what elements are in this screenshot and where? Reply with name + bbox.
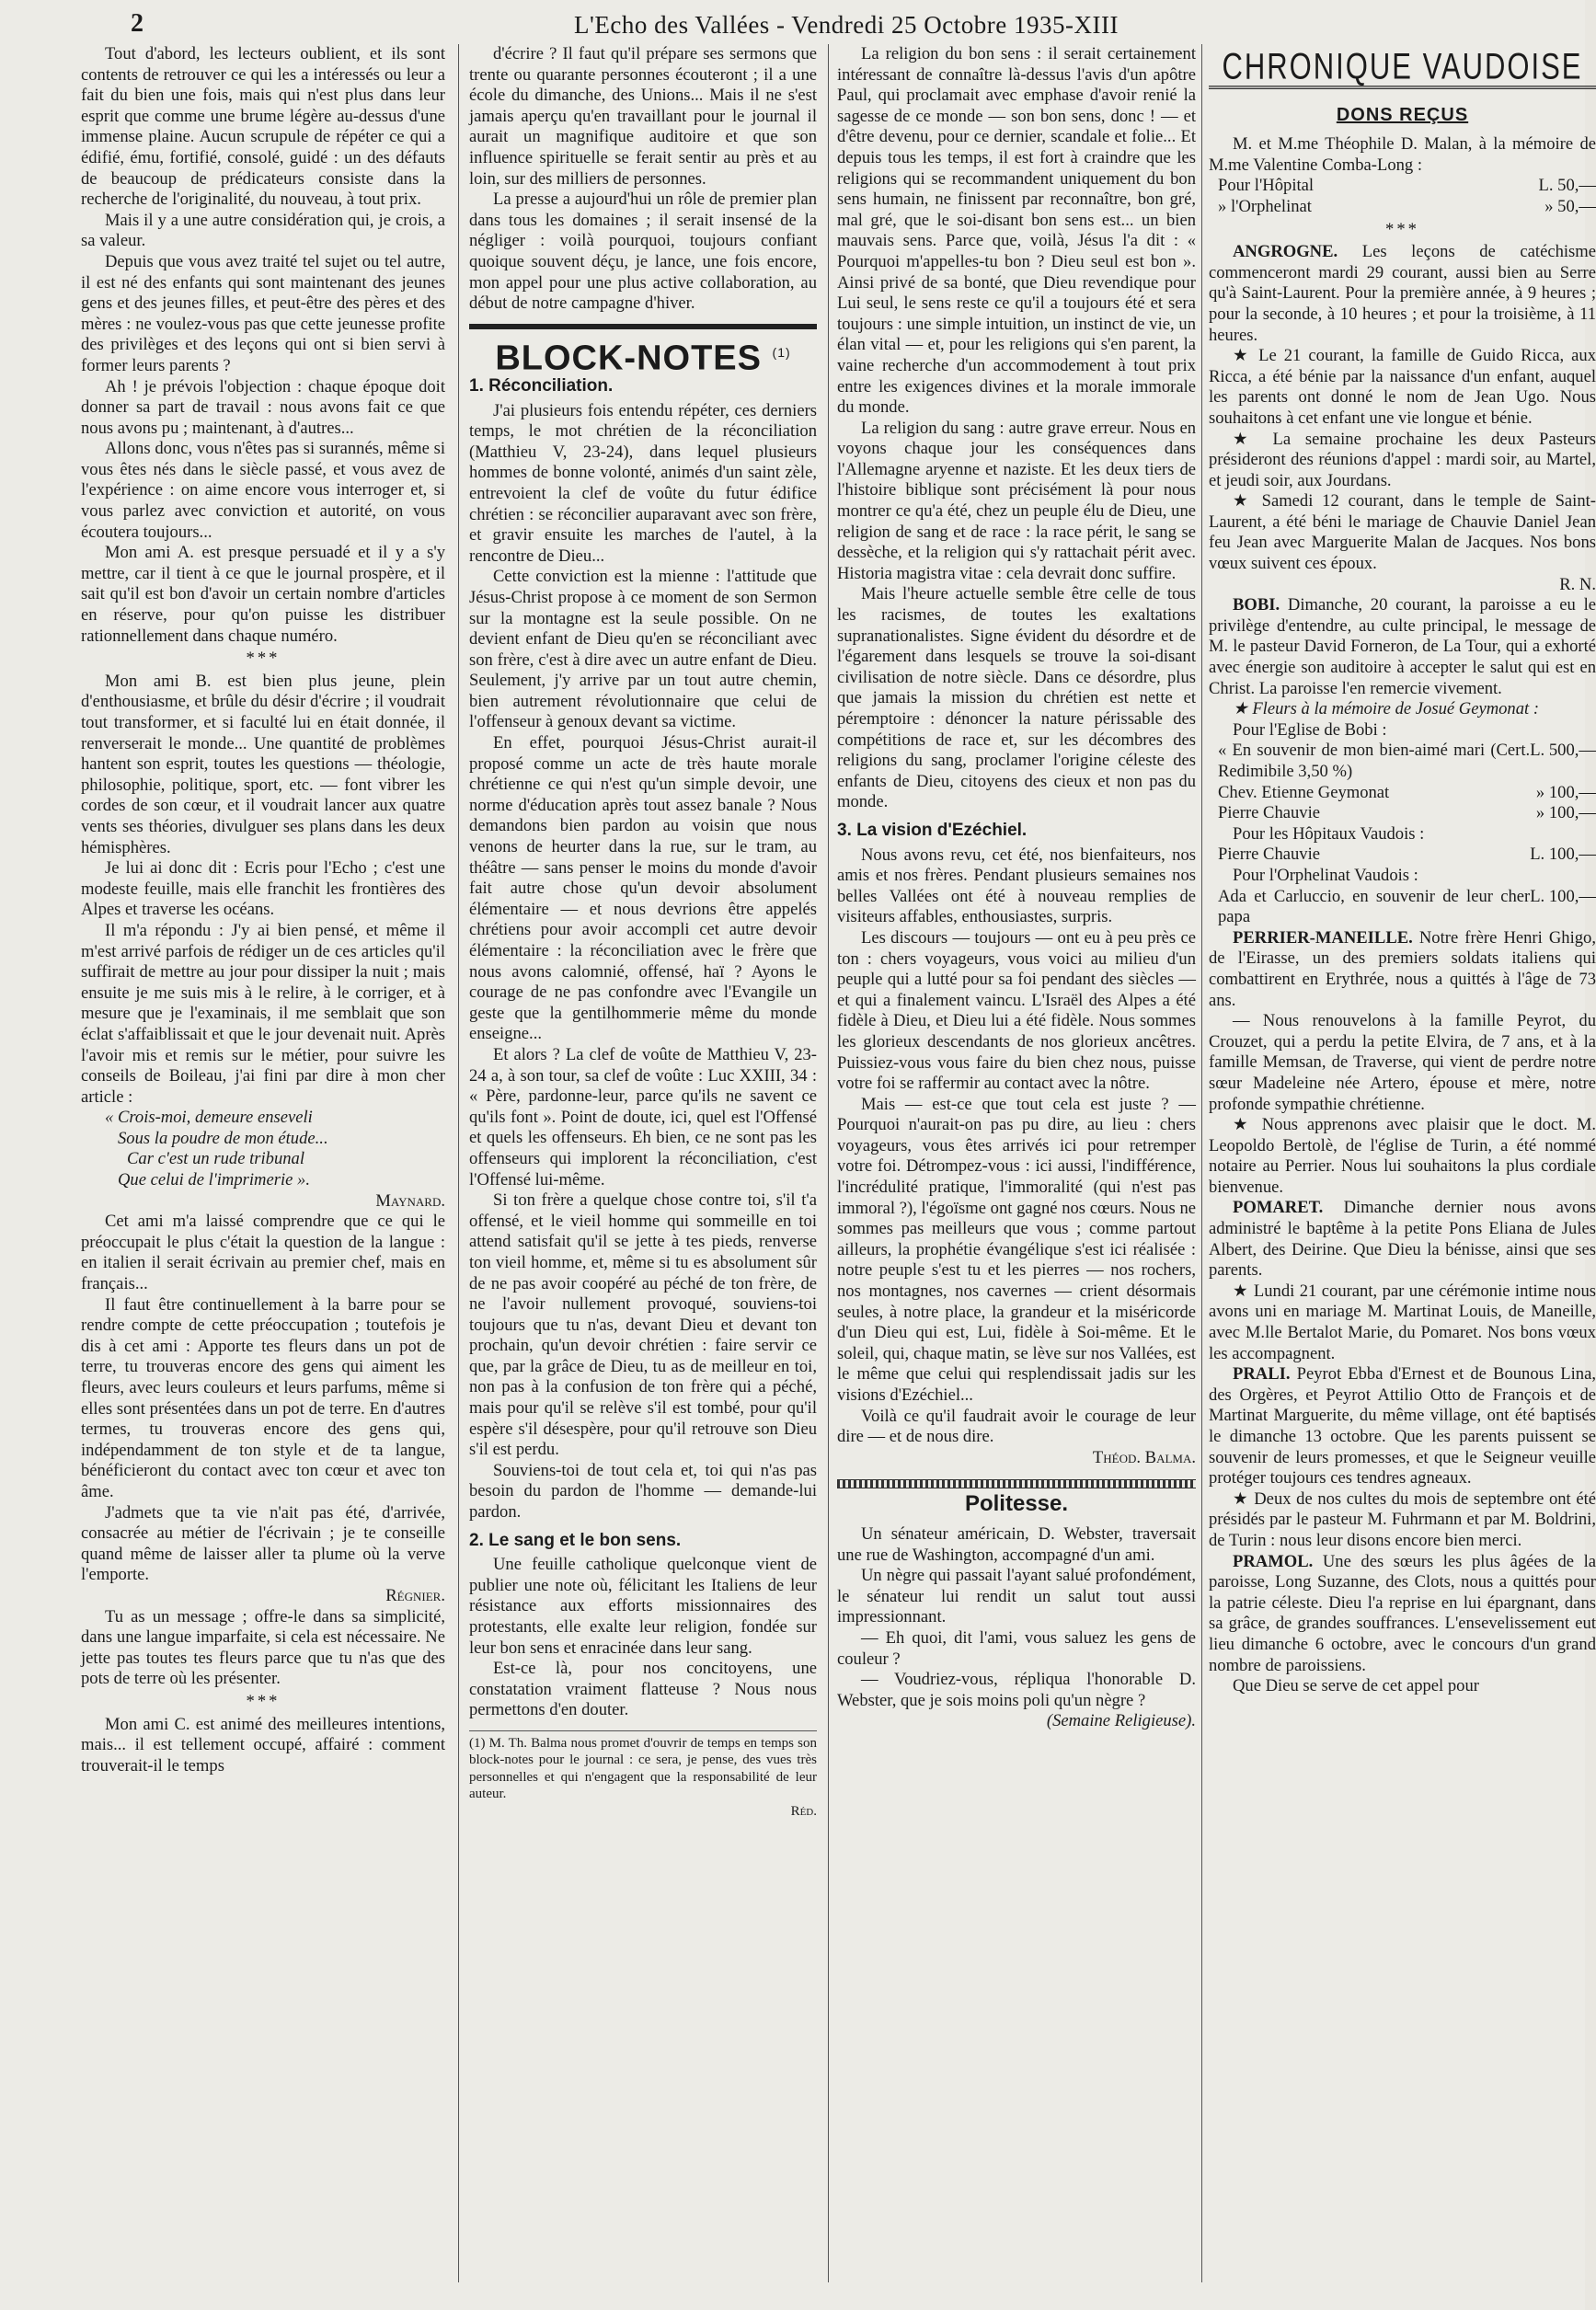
paragraph: Mais — est-ce que tout cela est juste ? — Pourquoi n'aurait-on pas pu dire, au lieu : chers voyageurs, vous êtes arrivés ici pour retremper votre foi. Détrompez-vous : ici aussi, l'indifférence, l'incrédulité pratique, l'immoralité (qui n'est pas immoral ?), l'égoïsme ont gagné nos cœurs. Nous ne sommes pas meilleurs que vous ; comme partout ailleurs, la prophétie évangélique s'est ici réalisée : notre peuple s'est tu et les pierres — nos rochers, nos montagnes, nos cavernes — crient désormais seules, à notre place, la grandeur et la miséricorde d'un Dieu qui est, Lui, fidèle à Soi-même. Et le soleil, qui, chaque matin, se lève sur nos Vallées, est le même que celui qui resplendissait jadis sur les visions d'Ezéchiel... [837, 1094, 1196, 1405]
entry-items [1209, 1011, 1596, 1198]
paragraph: La presse a aujourd'hui un rôle de premier plan dans tous les domaines ; il serait insensé de la négliger : voilà pourquoi, toujours confiant quoique souvent déçu, je lance, une fois encore, mon appel pour une plus active collaboration, au début de notre campagne d'hiver. [469, 190, 817, 314]
paragraph: ★ Deux de nos cultes du mois de septembre ont été présidés par le pasteur M. Fuhrmann et par M. Boldrini, de Turin : nous leur disons encore bien merci. [1209, 1488, 1596, 1550]
amount: L. 100,— [1530, 886, 1596, 906]
paragraph: Tu as un message ; offre-le dans sa simplicité, dans une langue imparfaite, si cela est nécessaire. Ne jette pas toutes tes fleurs parce que tu n'as que des pots de terre où les présenter. [81, 1606, 445, 1689]
verse-quote [81, 1108, 445, 1212]
column-rule [458, 44, 459, 2282]
amount: L. 500,— [1530, 741, 1596, 761]
chronique-title: CHRONIQUE VAUDOISE [1209, 53, 1596, 88]
article-body [837, 1524, 1196, 1711]
donation-line [1209, 176, 1596, 197]
paragraph: Ah ! je prévois l'objection : chaque époque doit donner sa part de travail : nous avons fait ce que nous avons pu ; maintenant, à d'autres... [81, 376, 445, 438]
article-body [81, 1212, 445, 1586]
entry-items [1209, 1676, 1596, 1697]
paragraph: J'admets que ta vie n'ait pas été, d'arrivée, consacrée au métier de l'écrivain ; je te conseille quand même de laisser aller ta plume où la verve l'emporte. [81, 1502, 445, 1585]
place-name: PRALI. [1233, 1364, 1291, 1385]
subheading-sang: 2. Le sang et le bon sens. [469, 1530, 682, 1550]
donor: Pour l'Hôpital [1218, 176, 1315, 196]
paragraph: ★ Samedi 12 courant, dans le temple de Saint-Laurent, a été béni le mariage de Chauvie Daniel Jean feu Jean avec Marguerite Malan de Jacques. Nos bons vœux suivent ces époux. [1209, 491, 1596, 574]
article-body [469, 401, 817, 1523]
donor: Chev. Etienne Geymonat [1218, 782, 1390, 802]
paragraph: Mais il y a une autre considération qui, je crois, a sa valeur. [81, 210, 445, 251]
block-notes-title-text: BLOCK-NOTES [495, 339, 762, 378]
verse-line: Sous la poudre de mon étude... [118, 1128, 328, 1148]
entry-prali [1209, 1364, 1596, 1489]
column-rule [1201, 44, 1202, 2282]
column-rule [828, 44, 829, 2282]
entry-text: Les leçons de catéchisme commenceront mardi 29 courant, aussi bien au Serre qu'à Saint-Laurent. Pour la première année, à 9 heures ; pour la seconde, à 10 heures ; et pour la troisième, à 11 heures. [1209, 242, 1596, 345]
paragraph: Souviens-toi de tout cela et, toi qui n'as pas besoin du pardon de l'homme — demande-lui pardon. [469, 1460, 817, 1523]
block-notes-title [469, 339, 817, 378]
entry-pramol [1209, 1552, 1596, 1677]
entry-text: Dimanche dernier nous avons administré le baptême à la petite Pons Eliana de Jules Albert, des Deirine. Que Dieu la bénisse, ainsi que ses parents. [1209, 1198, 1596, 1281]
article-body [81, 1715, 445, 1777]
section-separator: *** [1385, 219, 1419, 239]
donation-line [1209, 197, 1596, 218]
quote-author: Maynard. [375, 1190, 445, 1211]
footnote [469, 1730, 817, 1821]
article-body [837, 845, 1196, 1448]
verse-line: Car c'est un rude tribunal [127, 1149, 305, 1169]
place-name: POMARET. [1233, 1198, 1324, 1218]
paragraph: Il faut être continuellement à la barre pour se rendre compte de cette préoccupation ; toutefois je dis à cet ami : Apporte tes fleurs dans un pot de terre, tu trouveras encore des gens qui aiment les fleurs, avec leurs couleurs et leurs parfums, même si elles sont présentées dans un pot de terre. En d'autres termes, tu trouveras encore des gens qui, indépendamment de ton style et de ta langue, bénéficieront du contact avec ton cœur et avec ton âme. [81, 1294, 445, 1501]
entry-text: Notre frère Henri Ghigo, de l'Eirasse, un des premiers soldats italiens qui combattirent en Erythrée, nous a quittés à l'âge de 73 ans. [1209, 927, 1596, 1010]
donation-line [1209, 783, 1596, 804]
entry-text: Peyrot Ebba d'Ernest et de Bounous Lina, des Orgères, et Peyrot Attilio Otto de François et de Martinat Marguerite, du même village, ont été baptisés le dimanche 13 octobre. Que les parents puissent se souvenir de leurs promesses, et que le Seigneur veuille protéger toujours ces tendres agneaux. [1209, 1364, 1596, 1488]
running-title: L'Echo des Vallées - Vendredi 25 Octobre 1935-XIII [574, 11, 1119, 39]
paragraph: Il m'a répondu : J'y ai bien pensé, et même il m'est arrivé parfois de rédiger un de ces articles qu'il suffirait de mettre au jour pour dissiper la nuit ; mais ensuite je me suis mis à le relire, à le corriger, et à mesure que je l'examinais, il me semblait que son éclat s'affaiblissait et que le jour devenait nuit. Après l'avoir mis et remis sur le métier, pour suivre les conseils de Boileau, j'ai fini par dire à mon cher article : [81, 920, 445, 1107]
subheading-reconciliation: 1. Réconciliation. [469, 375, 614, 396]
entry-items [1209, 1489, 1596, 1552]
running-head [59, 7, 1550, 40]
dons-intro: M. et M.me Théophile D. Malan, à la mémoire de M.me Valentine Comba-Long : [1209, 134, 1596, 175]
paragraph: Cet ami m'a laissé comprendre que ce qui le préoccupait le plus c'était la question de la langue : en italien il serait écrivain au premier chef, mais en français... [81, 1212, 445, 1294]
article-body [81, 672, 445, 1108]
place-name: BOBI. [1233, 595, 1280, 615]
paragraph: Voilà ce qu'il faudrait avoir le courage de leur dire — et de nous dire. [837, 1406, 1196, 1447]
paragraph: Mon ami A. est presque persuadé et il y a s'y mettre, car il tient à ce que le journal prospère, et il sait qu'il est bon d'avoir un certain nombre d'articles en réserve, pour qu'on puisse les distribuer rationnellement dans chaque numéro. [81, 543, 445, 646]
bobi-fleurs: ★ Fleurs à la mémoire de Josué Geymonat : [1233, 699, 1540, 719]
paragraph: Que Dieu se serve de cet appel pour [1233, 1676, 1479, 1696]
place-name: ANGROGNE. [1233, 242, 1338, 262]
entry-text: Dimanche, 20 courant, la paroisse a eu le privilège d'entendre, au culte principal, le message de M. le pasteur David Forneron, de La Tour, qui a exhorté avec énergie son auditoire à accepter le salut qui est en Christ. La paroisse l'en remercie vivement. [1209, 595, 1596, 698]
paragraph: ★ Nous apprenons avec plaisir que le doct. M. Leopoldo Bertolè, de l'église de Turin, a été nommé notaire au Perrier. Nous lui souhaitons la plus cordiale bienvenue. [1209, 1115, 1596, 1197]
paragraph: Un sénateur américain, D. Webster, traversait une rue de Washington, accompagné d'un ami. [837, 1523, 1196, 1565]
paragraph: Depuis que vous avez traité tel sujet ou tel autre, il est né des enfants qui sont maintenant des jeunes gens et des jeunes filles, et peut-être des pères et des mères : ne voulez-vous pas que cette jeunesse profite des privilèges et des leçons qui ont si bien servi à former leurs parents ? [81, 251, 445, 375]
paragraph: Et alors ? La clef de voûte de Matthieu V, 23-24 a, à son tour, sa clef de voûte : Luc XXIII, 34 : « Père, pardonne-leur, parce qu'ils ne savent ce qu'ils font ». Point de doute, ici, quel est l'Offensé et quels les offenseurs. Eh bien, ce ne sont pas les offenseurs qui implorent la réconciliation, c'est l'Offensé lui-même. [469, 1044, 817, 1189]
entry-bobi [1209, 595, 1596, 699]
paragraph: Mon ami B. est bien plus jeune, plein d'enthousiasme, et brûle du désir d'écrire ; il voudrait tout transformer, et si faculté lui en était donnée, il renverserait le monde... Une quantité de problèmes hantent son esprit, toutes les questions — théologie, philosophie, politique, sport, etc. — font vibrer les cordes de son cœur, et il voudrait lancer aux quatre vents ses théories, divulguer ses plans dans les deux hémisphères. [81, 671, 445, 857]
place-name: PERRIER-MANEILLE. [1233, 927, 1413, 948]
quote-author: Régnier. [385, 1585, 445, 1605]
author-signature: Théod. Balma. [1092, 1447, 1196, 1467]
entry-items [1209, 346, 1596, 575]
paragraph: Une feuille catholique quelconque vient de publier une note où, félicitant les Italiens de leur résistance aux efforts missionnaires des protestants, elle exalte leur religion, fondée sur leur bon sens et enracinée dans leur sang. [469, 1555, 817, 1658]
paragraph: La religion du bon sens : il serait certainement intéressant de connaître là-dessus l'avis d'un apôtre Paul, qui proclamait avec emphase d'avoir renié la sagesse de ce monde — son bon sens, donc ! — et d'être devenu, pour ce dernier, scandale et folie... Et depuis tous les temps, il est fort à craindre que les religions qui se recommandent uniquement du bon sens humain, ne finissent par reconnaître, bon gré, mal gré, que le soi-disant bon sens est... un bien mauvais sens. Parce que, voilà, Jésus l'a dit : « Pourquoi m'appelles-tu bon ? Dieu seul est bon ». Ainsi privé de sa bonté, que Dieu revendique pour Lui seul, le sens reste ce qu'il a toujours été et sera toujours : une simple intuition, un instinct de vie, un élan vital — et, pour les religions qui s'en parent, la vaine recherche d'un accommodement à tout prix entre les exigences divines et la morale immorale du monde. [837, 44, 1196, 418]
amount: » 100,— [1535, 803, 1596, 823]
paragraph: J'ai plusieurs fois entendu répéter, ces derniers temps, le mot chrétien de la réconciliation (Matthieu V, 23-24), dans lequel plusieurs hommes de bonne volonté, animés d'un saint zèle, entrevoient la clef de voûte du futur édifice chrétien : se réconcilier auparavant avec son frère, et gravir ensuite les marches de l'autel, à la rencontre de Dieu... [469, 400, 817, 566]
amount: » 100,— [1535, 782, 1596, 802]
entry-signature: R. N. [1559, 574, 1596, 594]
article-body [81, 1607, 445, 1690]
section-separator: *** [246, 1691, 281, 1711]
paragraph: Je lui ai donc dit : Ecris pour l'Echo ; c'est une modeste feuille, mais elle franchit les frontières des Alpes et traverse les océans. [81, 858, 445, 920]
bobi-hopitaux: Pour les Hôpitaux Vaudois : [1233, 823, 1425, 844]
column-2 [469, 44, 817, 2282]
column-3 [837, 44, 1196, 2282]
donation-line [1209, 803, 1596, 824]
paragraph: ★ Le 21 courant, la famille de Guido Ricca, aux Ricca, a été bénie par la naissance d'un enfant, auquel les parents ont donné le nom de Jean Ugo. Nous souhaitons à cet enfant une vie longue et bénie. [1209, 346, 1596, 428]
paragraph: — Eh quoi, dit l'ami, vous saluez les gens de couleur ? [837, 1627, 1196, 1669]
article-body [469, 1555, 817, 1721]
article-source: (Semaine Religieuse). [1046, 1711, 1196, 1731]
paragraph: Tout d'abord, les lecteurs oublient, et ils sont contents de retrouver ce qui les a intéressés ou leur a fait du bien une fois, mais qui n'est plus dans leur esprit que comme une brume légère au-dessus d'une immense plaine. Aucun scrupule de répéter ce qui a édifié, ému, fortifié, consolé, guidé : un des défauts de beaucoup de prédicateurs consiste dans la recherche de l'originalité, du nouveau, à tout prix. [81, 44, 445, 210]
footnote-text: (1) M. Th. Balma nous promet d'ouvrir de temps en temps son block-notes pour le journal : ce sera, je pense, des vues très personnelles et qui n'engagent que la responsabilité de leur auteur. [469, 1735, 817, 1802]
verse-line: « Crois-moi, demeure enseveli [105, 1108, 313, 1128]
footnote-mark: (1) [772, 344, 791, 360]
paragraph: — Nous renouvelons à la famille Peyrot, du Crouzet, qui a perdu la petite Elvira, de 7 ans, et à la famille Memsan, de Traverse, qui vient de perdre notre sœur Madeleine née Artero, épouse et mère, notre profonde sympathie chrétienne. [1209, 1011, 1596, 1114]
column-4 [1209, 44, 1596, 2282]
entry-text: Une des sœurs les plus âgées de la paroisse, Long Suzanne, des Clots, nous a quittés pour la patrie céleste. Dieu l'a reprise en lui épargnant, dans sa grâce, de grandes souffrances. L'ensevelissement eut lieu dimanche 6 octobre, avec le concours d'un grand nombre de paroissiens. [1209, 1551, 1596, 1675]
entry-angrogne [1209, 242, 1596, 346]
section-rule [469, 324, 817, 329]
paragraph: Cette conviction est la mienne : l'attitude que Jésus-Christ propose à ce moment de son Sermon sur la montagne est la seule possible. On ne devient enfant de Dieu qu'en se réconciliant avec son frère, c'est à dire avec un autre enfant de Dieu. Seulement, j'y arrive par un tout autre chemin, bien autrement révolutionnaire que celui de l'offenseur à genoux devant sa victime. [469, 567, 817, 732]
paragraph: Nous avons revu, cet été, nos bienfaiteurs, nos amis et nos frères. Pendant plusieurs semaines nos belles Vallées ont été à nouveau remplies de visiteurs affables, enthousiastes, surpris. [837, 845, 1196, 927]
verse-line: Que celui de l'imprimerie ». [118, 1170, 310, 1190]
dons-title: DONS REÇUS [1336, 104, 1469, 125]
paragraph: En effet, pourquoi Jésus-Christ aurait-il proposé comme un acte de très haute morale chrétienne ce qui n'est qu'un simple devoir, une norme d'éducation après tout assez banale ? Nous demandons bien pardon au voisin que nous venons de heurter dans la rue, sur le tram, au théâtre — sans penser le moins du monde d'avoir fait autre chose qu'un devoir absolument élémentaire — et nous devrions être appelés chrétiens pour avoir accompli cet autre devoir élémentaire : la réconciliation avec le frère que nous avons calomnié, offensé, haï ? Ayons le courage de ne pas confondre avec l'Evangile un geste que la gentilhommerie même du monde enseigne... [469, 733, 817, 1044]
dons-list [1209, 741, 1596, 823]
donation-line [1209, 887, 1596, 928]
footnote-signature: Réd. [790, 1803, 817, 1819]
article-body [837, 44, 1196, 813]
donor: » l'Orphelinat [1218, 196, 1312, 216]
subheading-vision: 3. La vision d'Ezéchiel. [837, 820, 1028, 840]
donor: Pierre Chauvie [1218, 803, 1321, 823]
amount: » 50,— [1544, 196, 1596, 216]
donor: Pierre Chauvie [1218, 845, 1321, 865]
amount: L. 100,— [1530, 845, 1596, 865]
donation-line [1209, 741, 1596, 782]
bobi-orphelinat: Pour l'Orphelinat Vaudois : [1233, 865, 1418, 885]
article-body [81, 44, 445, 647]
paragraph: — Voudriez-vous, répliqua l'honorable D. Webster, que je sois moins poli qu'un nègre ? [837, 1670, 1196, 1710]
dons-list [1209, 845, 1596, 866]
paragraph: Les discours — toujours — ont eu à peu près ce ton : chers voyageurs, vous voici au milieu d'un peuple qui a lutté pour sa foi pendant des siècles — et qui a finalement vaincu. L'Israël des Alpes a été fidèle à Dieu, et Dieu lui a été fidèle. Nous sommes les glorieux descendants de nos glorieux ancêtres. Puissiez-vous vous faire du bien chez nous, puisse votre foi se raffermir au contact avec la nôtre. [837, 927, 1196, 1094]
section-separator: *** [246, 649, 281, 669]
ornament-divider [837, 1479, 1196, 1488]
politesse-title: Politesse. [964, 1491, 1069, 1517]
dons-list [1209, 176, 1596, 217]
entry-pomaret [1209, 1198, 1596, 1281]
donor: « En souvenir de mon bien-aimé mari (Cert. Redimibile 3,50 %) [1218, 741, 1531, 781]
paragraph: ★ Lundi 21 courant, par une cérémonie intime nous avons uni en mariage M. Martinat Louis, de Maneille, avec M.lle Bertalot Marie, du Pomaret. Nos bons vœux les accompagnent. [1209, 1281, 1596, 1363]
paragraph: Un nègre qui passait l'ayant salué profondément, le sénateur lui rendit un salut tout aussi impressionnant. [837, 1566, 1196, 1627]
entry-perrier [1209, 928, 1596, 1011]
paragraph: La religion du sang : autre grave erreur. Nous en voyons chaque jour les conséquences dans l'Allemagne aryenne et naziste. Et les deux tiers de l'histoire biblique sont précisément là pour nous montrer ce qu'a été, chez un peuple élu de Dieu, une religion de sang et de race : la race périt, le sang se dessèche, et la religion qui s'y rattachait périt avec. Historia magistra vitae : cela devrait donc suffire. [837, 418, 1196, 583]
amount: L. 50,— [1538, 176, 1596, 196]
donation-line [1209, 845, 1596, 866]
article-body [469, 44, 817, 315]
page-number: 2 [131, 9, 144, 38]
donor: Ada et Carluccio, en souvenir de leur cher papa [1218, 886, 1531, 927]
paragraph: Est-ce là, pour nos concitoyens, une constatation vraiment flatteuse ? Nous nous permettons d'en douter. [469, 1659, 817, 1720]
paragraph: d'écrire ? Il faut qu'il prépare ses sermons que trente ou quarante personnes écouteront ; il a une école du dimanche, des Unions... Mais il ne s'est jamais aperçu qu'en travaillant pour le journal il aurait un magnifique auditoire et que son influence spirituelle se ferait sentir au près et au loin, sur des milliers de personnes. [469, 44, 817, 189]
paragraph: Mon ami C. est animé des meilleures intentions, mais... il est tellement occupé, affairé : comment trouverait-il le temps [81, 1714, 445, 1776]
paragraph: Si ton frère a quelque chose contre toi, s'il t'a offensé, et le vieil homme qui sommeille en toi attend satisfait qu'il se jette à tes pieds, renverse ton vieil homme, et, même si tu es absolument sûr de ne pas avoir coopéré au péché de ton frère, de ne l'avoir nullement provoqué, souviens-toi toujours que tu n'as, devant Dieu et devant ton prochain, qu'un devoir chrétien : faire servir ce que, par la grâce de Dieu, tu as de meilleur en toi, non pas à la confusion de ton frère qui a péché, mais pour qu'il se relève s'il est tombé, pour qu'il espère s'il désespère, pour qu'il retrouve son Dieu s'il est perdu. [469, 1190, 817, 1460]
column-1 [81, 44, 445, 2282]
paragraph: Allons donc, vous n'êtes pas si surannés, même si vous êtes nés dans le siècle passé, et vous avez de l'expérience : on aime encore vous interroger et, si vous parlez avec conviction et autorité, on vous écoutera toujours... [81, 439, 445, 542]
paragraph: ★ La semaine prochaine les deux Pasteurs présideront des réunions d'appel : mardi soir, au Martel, et jeudi soir, aux Jourdans. [1209, 429, 1596, 490]
paragraph: Mais l'heure actuelle semble être celle de tous les racismes, de toutes les exaltations supranationalistes. Signe évident du désordre et de l'égarement dans lesquels se trouve la soi-disant civilisation de notre siècle. Dans ce désordre, plus que jamais la mission du chrétien est nette et péremptoire : dénoncer la nature périssable des compétitions de race et, sur les décombres des religions du sang, proclamer l'origine céleste des enfants de Dieu, citoyens des cieux et non pas du monde. [837, 584, 1196, 812]
dons-list [1209, 887, 1596, 928]
entry-items [1209, 1281, 1596, 1364]
place-name: PRAMOL. [1233, 1551, 1314, 1571]
columns [59, 44, 1596, 2282]
bobi-eglise: Pour l'Eglise de Bobi : [1233, 719, 1387, 740]
